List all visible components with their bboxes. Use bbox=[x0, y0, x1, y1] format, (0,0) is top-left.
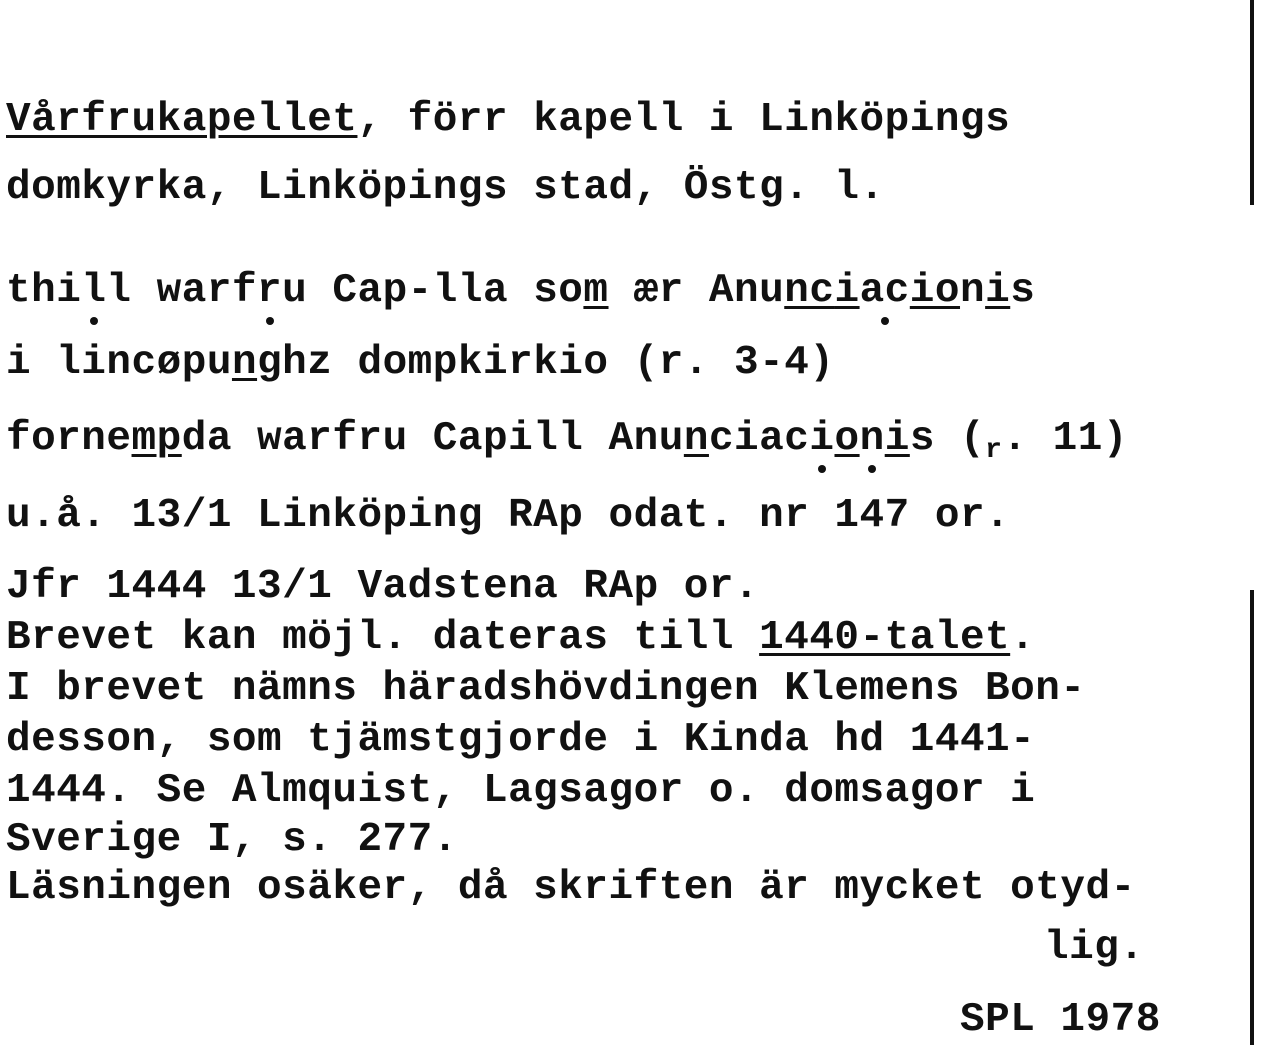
q3-p6: i bbox=[809, 416, 835, 462]
q3-p2: mp bbox=[131, 416, 182, 462]
q2-p5: ghz dompkirkio (r. 3-4) bbox=[257, 340, 835, 386]
q3-p7: o bbox=[834, 416, 860, 462]
q2-p2: ø bbox=[156, 340, 182, 386]
brevet-post: . bbox=[1010, 615, 1036, 661]
q3-p11: r bbox=[985, 435, 1003, 466]
location-line: domkyrka, Linköpings stad, Östg. l. bbox=[6, 165, 885, 211]
q2-p3: pu bbox=[181, 340, 232, 386]
q1-p14: s bbox=[1010, 268, 1036, 314]
q3-p3: da warfru Capill Anu bbox=[181, 416, 684, 462]
note-line-4: Sverige I, s. 277. bbox=[6, 817, 458, 863]
heading-line bbox=[6, 97, 1011, 143]
q1-p8: nc bbox=[784, 268, 835, 314]
brevet-underlined: 1440-talet bbox=[759, 615, 1011, 661]
q3-p1: forne bbox=[6, 416, 132, 462]
q1-p11: io bbox=[909, 268, 961, 314]
quote-line-2 bbox=[6, 340, 835, 386]
q3-p10: s ( bbox=[909, 416, 986, 462]
signature: SPL 1978 bbox=[960, 997, 1161, 1043]
q1-p4: r bbox=[257, 268, 283, 314]
quote-line-1 bbox=[6, 268, 1036, 314]
note-line-2: desson, som tjämstgjorde i Kinda hd 1441- bbox=[6, 717, 1036, 763]
q1-p6: m bbox=[583, 268, 609, 314]
q1-p9: i bbox=[834, 268, 860, 314]
note-line-3: 1444. Se Almquist, Lagsagor o. domsagor i bbox=[6, 768, 1036, 814]
note-jfr: Jfr 1444 13/1 Vadstena RAp or. bbox=[6, 564, 760, 610]
q1-p1: thi bbox=[6, 268, 82, 314]
brevet-pre: Brevet kan möjl. dateras till bbox=[6, 615, 760, 661]
q1-p12: n bbox=[960, 268, 986, 314]
q2-p1: i linc bbox=[6, 340, 157, 386]
q3-p8: n bbox=[859, 416, 885, 462]
note-line-1: I brevet nämns häradshövdingen Klemens Bon- bbox=[6, 666, 1086, 712]
card-edge-top bbox=[1250, 0, 1254, 205]
q2-p4: n bbox=[231, 340, 258, 386]
q3-p4: n bbox=[683, 416, 709, 462]
note-brevet bbox=[6, 615, 1036, 661]
note-line-5: Läsningen osäker, då skriften är mycket otyd- bbox=[6, 865, 1136, 911]
q3-p12: . 11) bbox=[1002, 416, 1128, 462]
q1-p13: i bbox=[985, 268, 1011, 314]
card-edge-bottom bbox=[1250, 590, 1254, 1045]
q1-p3: l warf bbox=[106, 268, 258, 314]
heading-rest: , förr kapell i Linköpings bbox=[357, 97, 1011, 143]
q1-p5: u Cap-lla so bbox=[282, 268, 584, 314]
heading-title: Vårfrukapellet bbox=[6, 97, 358, 143]
q3-p9: i bbox=[884, 416, 910, 462]
q1-p7: ær Anu bbox=[608, 268, 785, 314]
q1-p10: ac bbox=[859, 268, 910, 314]
date-line: u.å. 13/1 Linköping RAp odat. nr 147 or. bbox=[6, 493, 1011, 539]
note-line-6: lig. bbox=[1044, 925, 1145, 971]
q3-p5: ciac bbox=[708, 416, 810, 462]
quote-line-3 bbox=[6, 416, 1128, 466]
q1-p2: l bbox=[81, 268, 107, 314]
